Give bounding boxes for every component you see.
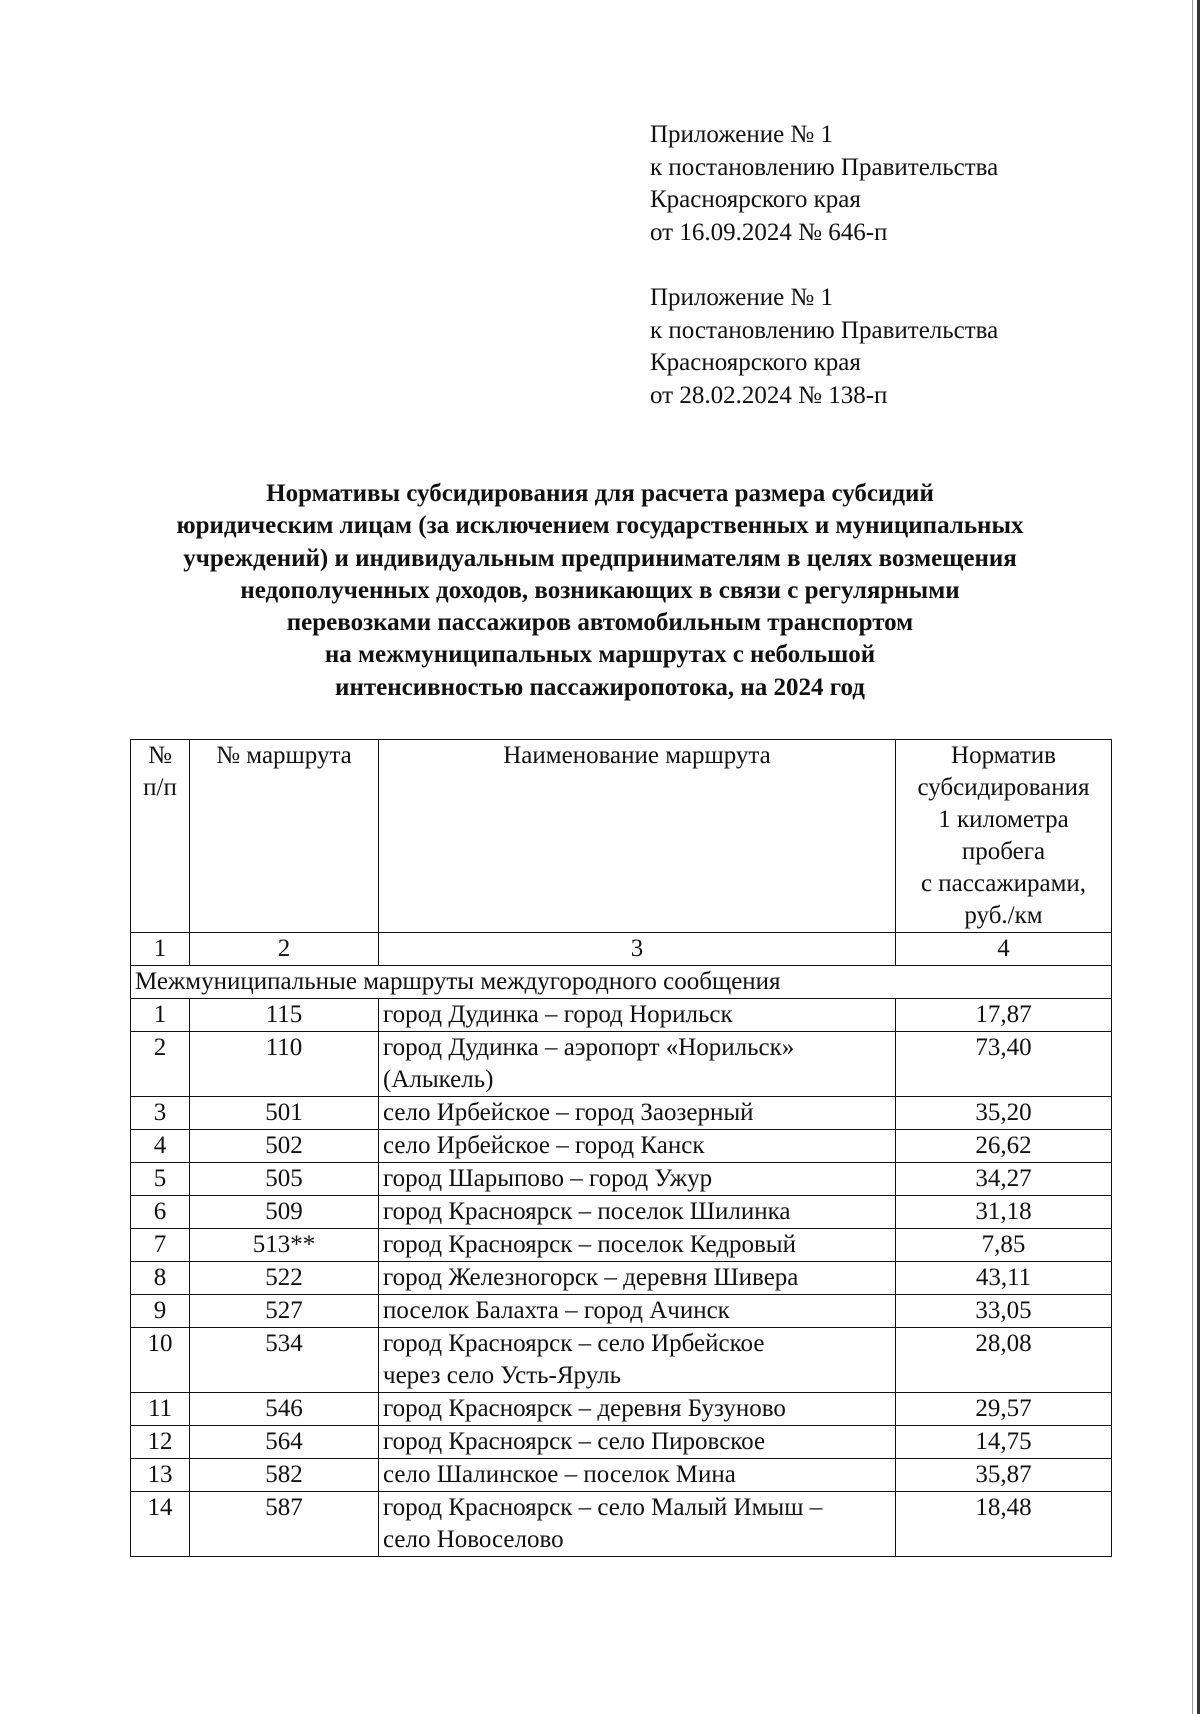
- subsidy-rate-cell: 73,40: [896, 1032, 1112, 1097]
- table-row: [131, 1328, 1112, 1393]
- route-name-line: поселок Балахта – город Ачинск: [383, 1297, 730, 1324]
- row-number-cell: 12: [131, 1426, 190, 1459]
- route-name-cell: [379, 1163, 896, 1196]
- route-name-line: село Ирбейское – город Канск: [383, 1132, 705, 1159]
- route-name-cell: [379, 1393, 896, 1426]
- header-row-number: [131, 740, 190, 933]
- header-route-name: Наименование маршрута: [379, 740, 896, 933]
- appendix-line: Приложение № 1: [650, 284, 834, 311]
- document-title: [100, 478, 1100, 704]
- route-number-cell: 564: [190, 1426, 379, 1459]
- subsidy-rate-cell: 14,75: [896, 1426, 1112, 1459]
- table-row: [131, 1426, 1112, 1459]
- route-number-cell: 534: [190, 1328, 379, 1393]
- route-number-cell: 527: [190, 1295, 379, 1328]
- row-number-cell: 3: [131, 1097, 190, 1130]
- subsidy-rate-cell: 28,08: [896, 1328, 1112, 1393]
- table-row: [131, 1032, 1112, 1097]
- route-name-cell: [379, 1196, 896, 1229]
- route-name-line: город Дудинка – город Норильск: [383, 1001, 733, 1028]
- column-number-row: [131, 933, 1112, 966]
- appendix-line: Красноярского края: [650, 349, 861, 376]
- route-name-line: (Алыкель): [383, 1066, 494, 1093]
- title-line: Нормативы субсидирования для расчета размера субсидий: [266, 480, 934, 507]
- title-line: перевозками пассажиров автомобильным транспортом: [286, 609, 914, 637]
- appendix-header-previous: [650, 282, 998, 412]
- header-text: руб./км: [964, 902, 1043, 929]
- route-number-cell: 502: [190, 1130, 379, 1163]
- subsidy-rate-cell: 43,11: [896, 1262, 1112, 1295]
- column-number: 1: [131, 933, 190, 966]
- subsidy-rate-cell: 18,48: [896, 1492, 1112, 1557]
- route-name-line: город Шарыпово – город Ужур: [383, 1165, 713, 1192]
- title-line: учреждений) и индивидуальным предпринимателям в целях возмещения: [183, 544, 1017, 572]
- route-number-cell: 509: [190, 1196, 379, 1229]
- row-number-cell: 6: [131, 1196, 190, 1229]
- route-name-cell: [379, 1130, 896, 1163]
- subsidy-rate-cell: 31,18: [896, 1196, 1112, 1229]
- route-name-cell: [379, 1229, 896, 1262]
- table-row: [131, 1097, 1112, 1130]
- row-number-cell: 4: [131, 1130, 190, 1163]
- header-text: п/п: [143, 774, 177, 801]
- route-name-line: город Железногорск – деревня Шивера: [383, 1264, 799, 1291]
- header-text: №: [148, 742, 172, 769]
- row-number-cell: 9: [131, 1295, 190, 1328]
- subsidy-rate-cell: 29,57: [896, 1393, 1112, 1426]
- route-number-cell: 587: [190, 1492, 379, 1557]
- header-text: с пассажирами,: [920, 870, 1087, 897]
- row-number-cell: 1: [131, 999, 190, 1032]
- route-name-cell: [379, 1032, 896, 1097]
- title-line: недополученных доходов, возникающих в связи с регулярными: [240, 576, 960, 604]
- route-name-line: город Красноярск – село Малый Имыш –: [383, 1494, 823, 1521]
- routes-table: [130, 739, 1112, 1557]
- header-text: субсидирования: [917, 774, 1090, 801]
- route-name-line: село Новоселово: [383, 1526, 564, 1553]
- title-line: интенсивностью пассажиропотока, на 2024 год: [335, 673, 865, 701]
- row-number-cell: 7: [131, 1229, 190, 1262]
- route-number-cell: 582: [190, 1459, 379, 1492]
- header-text: 1 километра: [938, 806, 1069, 833]
- header-text: Норматив: [951, 742, 1056, 769]
- table-row: [131, 1492, 1112, 1557]
- row-number-cell: 8: [131, 1262, 190, 1295]
- route-name-line: город Красноярск – поселок Кедровый: [383, 1231, 796, 1258]
- route-name-cell: [379, 1328, 896, 1393]
- route-name-line: город Красноярск – село Пировское: [383, 1428, 766, 1455]
- title-line: на межмуниципальных маршрутах с небольшой: [324, 641, 876, 669]
- header-subsidy-rate: [896, 740, 1112, 933]
- route-name-cell: [379, 1459, 896, 1492]
- route-number-cell: 513**: [190, 1229, 379, 1262]
- section-row: [131, 966, 1112, 999]
- table-header-row: [131, 740, 1112, 933]
- column-number: 2: [190, 933, 379, 966]
- table-row: [131, 1163, 1112, 1196]
- subsidy-rate-cell: 35,87: [896, 1459, 1112, 1492]
- route-name-line: город Дудинка – аэропорт «Норильск»: [383, 1034, 795, 1061]
- route-name-line: город Красноярск – поселок Шилинка: [383, 1198, 791, 1225]
- subsidy-rate-cell: 33,05: [896, 1295, 1112, 1328]
- row-number-cell: 5: [131, 1163, 190, 1196]
- table-row: [131, 1229, 1112, 1262]
- route-name-line: село Ирбейское – город Заозерный: [383, 1099, 754, 1126]
- title-line: юридическим лицам (за исключением государственных и муниципальных: [176, 512, 1024, 540]
- route-name-cell: [379, 1295, 896, 1328]
- appendix-line: к постановлению Правительства: [650, 153, 999, 181]
- column-number: 4: [896, 933, 1112, 966]
- table-row: [131, 1130, 1112, 1163]
- row-number-cell: 2: [131, 1032, 190, 1097]
- subsidy-rate-cell: 34,27: [896, 1163, 1112, 1196]
- row-number-cell: 11: [131, 1393, 190, 1426]
- route-number-cell: 110: [190, 1032, 379, 1097]
- appendix-line: Приложение № 1: [650, 121, 834, 148]
- table-row: [131, 1295, 1112, 1328]
- table-row: [131, 1393, 1112, 1426]
- subsidy-rate-cell: 26,62: [896, 1130, 1112, 1163]
- route-number-cell: 505: [190, 1163, 379, 1196]
- subsidy-rate-cell: 17,87: [896, 999, 1112, 1032]
- table-row: [131, 1262, 1112, 1295]
- route-name-line: село Шалинское – поселок Мина: [383, 1461, 736, 1488]
- route-number-cell: 546: [190, 1393, 379, 1426]
- table-row: [131, 1196, 1112, 1229]
- route-name-line: город Красноярск – деревня Бузуново: [383, 1395, 786, 1422]
- route-number-cell: 115: [190, 999, 379, 1032]
- header-text: пробега: [961, 838, 1046, 865]
- route-name-line: город Красноярск – село Ирбейское: [383, 1330, 765, 1357]
- header-route-number: № маршрута: [190, 740, 379, 933]
- route-number-cell: 522: [190, 1262, 379, 1295]
- route-name-cell: [379, 999, 896, 1032]
- route-number-cell: 501: [190, 1097, 379, 1130]
- subsidy-rate-cell: 7,85: [896, 1229, 1112, 1262]
- route-name-cell: [379, 1262, 896, 1295]
- table-row: [131, 1459, 1112, 1492]
- appendix-header-current: [650, 119, 998, 249]
- section-title: Межмуниципальные маршруты междугородного сообщения: [131, 966, 1112, 999]
- route-name-line: через село Усть-Яруль: [383, 1362, 621, 1389]
- column-number: 3: [379, 933, 896, 966]
- subsidy-rate-cell: 35,20: [896, 1097, 1112, 1130]
- appendix-date: от 28.02.2024 № 138-п: [650, 381, 888, 409]
- row-number-cell: 13: [131, 1459, 190, 1492]
- table-row: [131, 999, 1112, 1032]
- appendix-date: от 16.09.2024 № 646-п: [650, 218, 888, 246]
- appendix-line: Красноярского края: [650, 186, 861, 213]
- route-name-cell: [379, 1097, 896, 1130]
- scan-edge-line: [1192, 0, 1193, 1714]
- table-body: [131, 933, 1112, 1557]
- row-number-cell: 10: [131, 1328, 190, 1393]
- appendix-line: к постановлению Правительства: [650, 316, 999, 344]
- route-name-cell: [379, 1492, 896, 1557]
- row-number-cell: 14: [131, 1492, 190, 1557]
- route-name-cell: [379, 1426, 896, 1459]
